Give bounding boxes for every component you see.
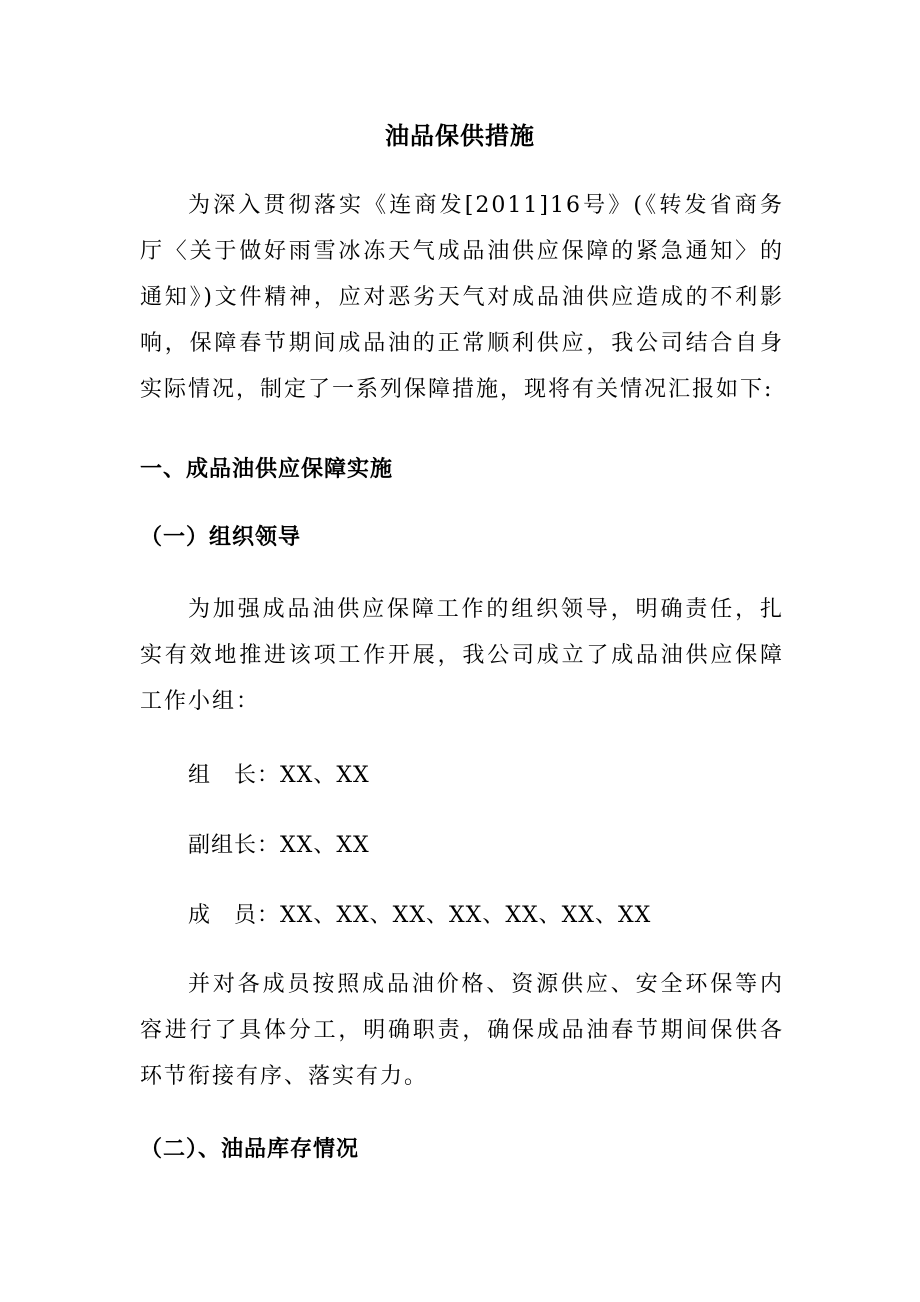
member-row-deputy xyxy=(188,826,370,866)
member-role: 副组长： xyxy=(188,833,281,858)
intro-paragraph: 为深入贯彻落实《连商发[2011]16号》(《转发省商务厅〈关于做好雨雪冰冻天气成品油供应保障的紧急通知〉的通知》)文件精神，应对恶劣天气对成品油供应造成的不利影响，保障春节期间成品油的正常顺利供应，我公司结合自身实际情况，制定了一系列保障措施，现将有关情况汇报如下: xyxy=(140,193,784,402)
member-names: XX、XX xyxy=(280,763,370,788)
document-title: 油品保供措施 xyxy=(385,122,535,150)
subsection-heading-1: （一）组织领导 xyxy=(140,525,302,550)
member-row-leader xyxy=(188,756,370,796)
member-names: XX、XX xyxy=(280,833,370,858)
member-role: 组 长： xyxy=(188,763,281,788)
subsection-heading-2: （二）、油品库存情况 xyxy=(140,1137,360,1162)
member-names: XX、XX、XX、XX、XX、XX、XX xyxy=(280,903,652,928)
organization-paragraph: 为加强成品油供应保障工作的组织领导，明确责任，扎实有效地推进该项工作开展，我公司成立了成品油供应保障工作小组： xyxy=(140,597,784,714)
section-heading-1: 一、成品油供应保障实施 xyxy=(140,457,394,482)
division-paragraph: 并对各成员按照成品油价格、资源供应、安全环保等内容进行了具体分工，明确职责，确保成品油春节期间保供各环节衔接有序、落实有力。 xyxy=(140,972,784,1089)
member-row-members xyxy=(188,896,651,936)
member-role: 成 员： xyxy=(188,903,281,928)
